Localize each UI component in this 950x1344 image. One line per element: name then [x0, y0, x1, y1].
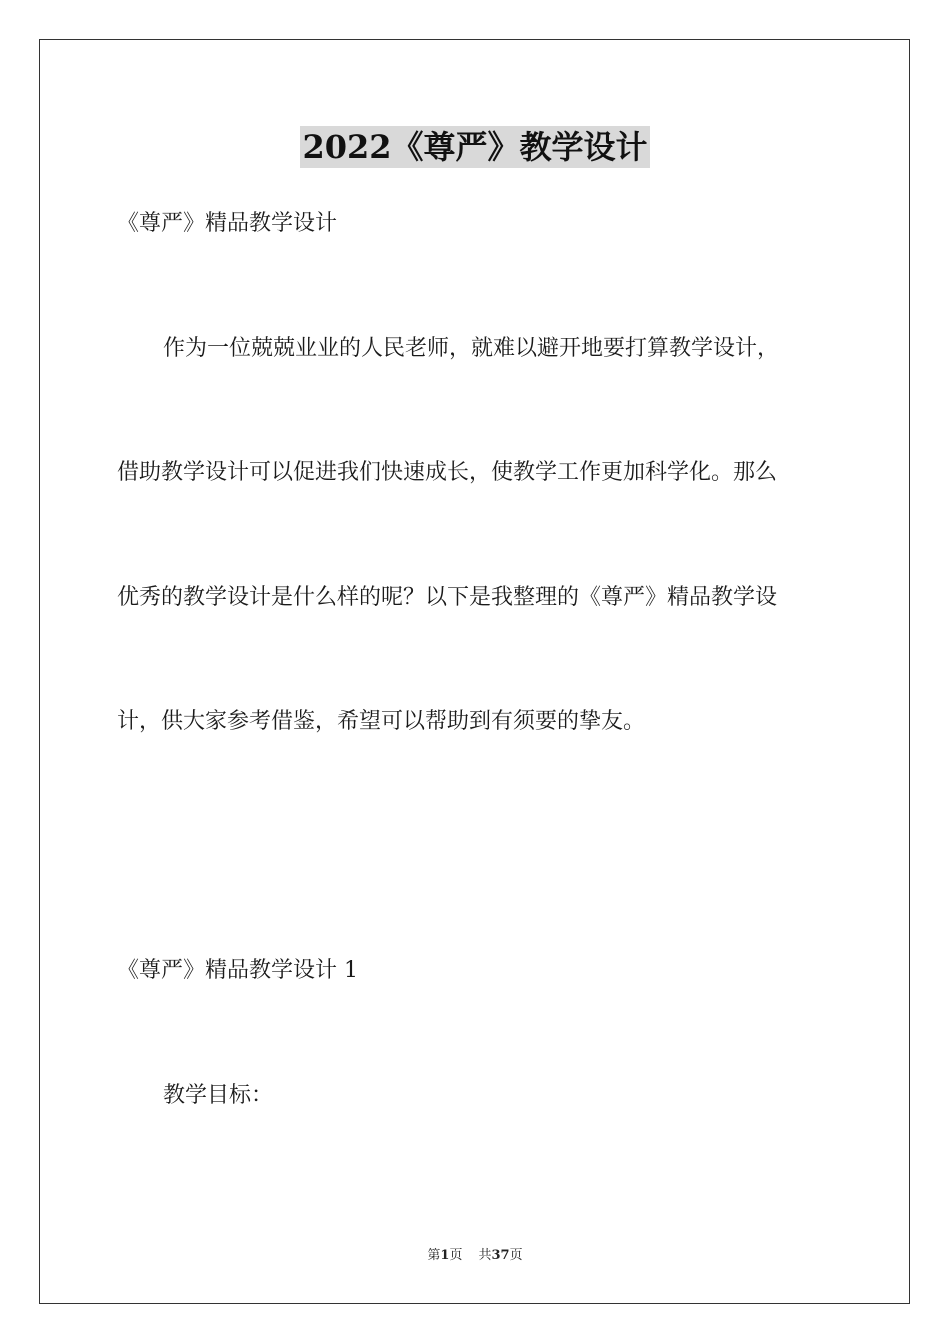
page-footer: [0, 1247, 950, 1265]
footer-total-prefix: 共: [478, 1248, 492, 1263]
footer-total-pages: 37: [491, 1248, 510, 1263]
footer-page-suffix: 页: [449, 1248, 463, 1263]
footer-page-number: 1: [440, 1248, 450, 1263]
intro-line-4: 计，供大家参考借鉴，希望可以帮助到有须要的挚友。: [117, 709, 646, 734]
objectives-label: 教学目标：: [163, 1083, 274, 1108]
intro-line-3: 优秀的教学设计是什么样的呢？以下是我整理的《尊严》精品教学设: [117, 585, 778, 610]
document-title: [0, 126, 950, 168]
intro-line-2: 借助教学设计可以促进我们快速成长，使教学工作更加科学化。那么: [117, 460, 778, 485]
footer-total-suffix: 页: [509, 1248, 523, 1263]
intro-line-1: 作为一位兢兢业业的人民老师，就难以避开地要打算教学设计，: [163, 336, 780, 361]
section-heading: 《尊严》精品教学设计 1: [117, 958, 358, 983]
footer-page-prefix: 第: [427, 1248, 441, 1263]
document-title-text: 2022《尊严》教学设计: [302, 128, 648, 166]
document-subtitle: 《尊严》精品教学设计: [117, 211, 338, 236]
